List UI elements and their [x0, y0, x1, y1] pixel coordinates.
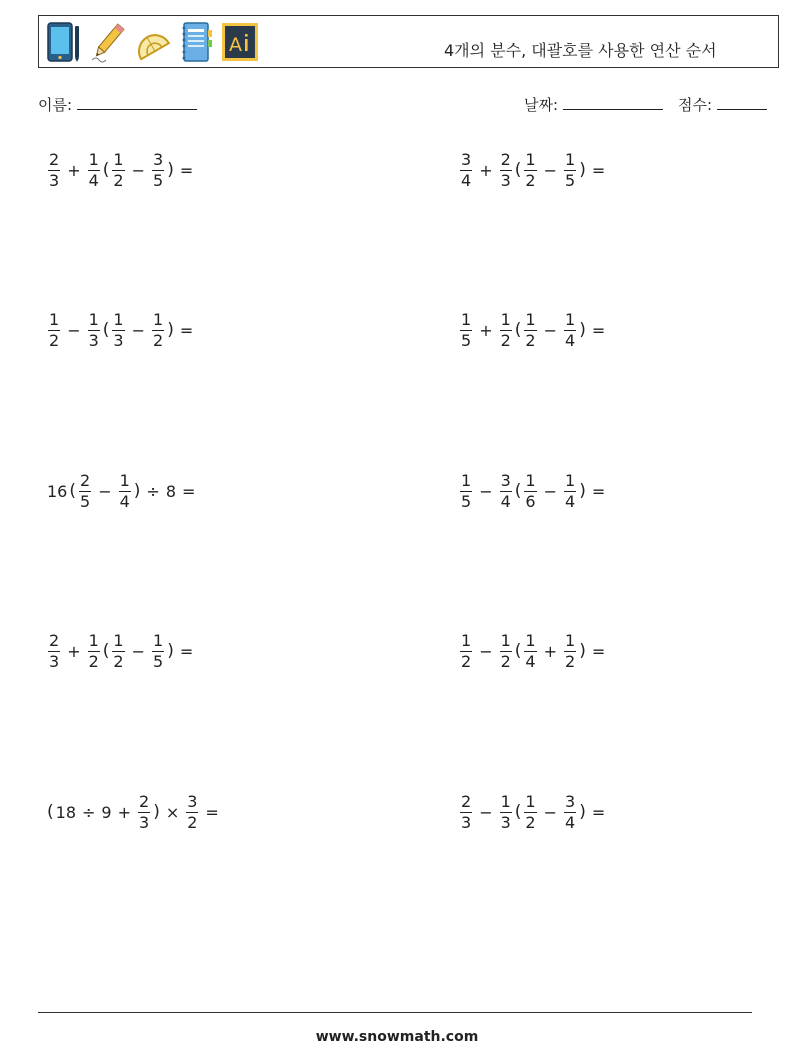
- denominator: 2: [49, 330, 60, 350]
- denominator: 2: [113, 170, 124, 190]
- operator: =: [591, 481, 606, 501]
- operator: −: [543, 481, 558, 501]
- numerator: 1: [461, 470, 472, 490]
- operator: −: [543, 160, 558, 180]
- numerator: 2: [49, 149, 60, 169]
- operator: =: [205, 802, 219, 822]
- numerator: 1: [113, 149, 124, 169]
- denominator: 4: [461, 170, 472, 190]
- score-field: [678, 94, 767, 115]
- denominator: 3: [113, 330, 124, 350]
- denominator: 5: [153, 651, 164, 671]
- denominator: 2: [187, 812, 198, 832]
- numerator: 3: [461, 149, 472, 169]
- numerator: 1: [565, 630, 576, 650]
- denominator: 2: [153, 330, 164, 350]
- denominator: 4: [525, 651, 536, 671]
- svg-text:A: A: [229, 34, 242, 56]
- parenthesis: (: [514, 320, 522, 340]
- math-problem: [46, 466, 200, 516]
- operator: −: [98, 481, 112, 501]
- numerator: 1: [88, 630, 99, 650]
- denominator: 4: [565, 330, 576, 350]
- fraction: [88, 630, 100, 671]
- denominator: 4: [565, 812, 576, 832]
- operator: +: [479, 160, 493, 180]
- math-problem: [46, 626, 198, 676]
- numerator: 2: [80, 470, 91, 490]
- fraction: [500, 470, 512, 511]
- fraction: [524, 309, 536, 350]
- denominator: 4: [565, 491, 576, 511]
- fraction: [460, 791, 472, 832]
- header-icons: [45, 20, 259, 64]
- denominator: 3: [461, 812, 472, 832]
- operator: =: [591, 802, 606, 822]
- math-problem: [46, 305, 198, 355]
- operator: +: [479, 320, 493, 340]
- denominator: 3: [139, 812, 150, 832]
- numerator: 1: [525, 309, 536, 329]
- numerator: 3: [153, 149, 164, 169]
- name-blank[interactable]: [77, 96, 197, 110]
- fraction: [460, 630, 472, 671]
- fraction: [112, 630, 124, 671]
- denominator: 5: [461, 491, 472, 511]
- numerator: 1: [461, 309, 472, 329]
- denominator: 4: [88, 170, 99, 190]
- denominator: 5: [80, 491, 91, 511]
- fraction: [88, 309, 100, 350]
- numerator: 1: [565, 470, 576, 490]
- operator: −: [131, 160, 146, 180]
- fraction: [460, 309, 472, 350]
- denominator: 3: [500, 170, 511, 190]
- fraction: [112, 149, 124, 190]
- operator: −: [479, 481, 493, 501]
- denominator: 6: [525, 491, 536, 511]
- number: 8: [165, 481, 177, 501]
- footer-divider: [38, 1012, 752, 1013]
- parenthesis: (: [47, 802, 54, 822]
- denominator: 2: [88, 651, 99, 671]
- fraction: [500, 630, 512, 671]
- number: 16: [47, 481, 68, 501]
- tablet-icon: [45, 20, 83, 64]
- operator: +: [67, 641, 81, 661]
- fraction: [564, 791, 576, 832]
- fraction: [48, 309, 60, 350]
- operator: ÷: [82, 802, 96, 822]
- denominator: 5: [153, 170, 164, 190]
- numerator: 1: [153, 630, 164, 650]
- worksheet-header: [38, 15, 779, 68]
- math-problem: [46, 145, 198, 195]
- operator: +: [117, 802, 131, 822]
- score-label: 점수:: [678, 96, 713, 114]
- operator: =: [179, 320, 194, 340]
- denominator: 3: [49, 170, 60, 190]
- operator: −: [131, 641, 146, 661]
- operator: −: [479, 641, 493, 661]
- operator: =: [182, 481, 196, 501]
- operator: −: [479, 802, 493, 822]
- pencil-icon: [89, 20, 127, 64]
- parenthesis: ): [167, 641, 174, 661]
- denominator: 3: [49, 651, 60, 671]
- fraction: [564, 630, 576, 671]
- notebook-icon: [177, 20, 215, 64]
- fraction: [564, 470, 576, 511]
- parenthesis: (: [514, 481, 522, 501]
- parenthesis: (: [102, 160, 110, 180]
- fraction: [152, 630, 164, 671]
- footer-website: www.snowmath.com: [315, 1029, 479, 1045]
- fraction: [186, 791, 198, 832]
- number: 9: [101, 802, 112, 822]
- denominator: 5: [565, 170, 576, 190]
- fraction: [79, 470, 91, 511]
- fraction: [152, 149, 164, 190]
- parenthesis: ): [167, 160, 174, 180]
- numerator: 1: [119, 470, 130, 490]
- parenthesis: ): [579, 320, 586, 340]
- numerator: 1: [500, 630, 511, 650]
- fraction: [524, 470, 536, 511]
- date-label: 날짜:: [524, 96, 559, 114]
- fraction: [119, 470, 131, 511]
- denominator: 2: [565, 651, 576, 671]
- denominator: 2: [461, 651, 472, 671]
- denominator: 2: [500, 651, 511, 671]
- numerator: 2: [139, 791, 150, 811]
- operator: −: [543, 802, 558, 822]
- numerator: 1: [525, 630, 536, 650]
- math-problem: [458, 466, 610, 516]
- operator: =: [591, 320, 606, 340]
- operator: =: [179, 641, 194, 661]
- parenthesis: ): [579, 481, 586, 501]
- parenthesis: (: [514, 160, 522, 180]
- denominator: 2: [525, 812, 536, 832]
- parenthesis: ): [579, 802, 586, 822]
- fraction: [112, 309, 124, 350]
- protractor-icon: [133, 20, 171, 64]
- operator: ×: [165, 802, 180, 822]
- parenthesis: (: [102, 320, 110, 340]
- fraction: [48, 149, 60, 190]
- numerator: 1: [88, 309, 99, 329]
- date-blank[interactable]: [563, 96, 663, 110]
- numerator: 3: [565, 791, 576, 811]
- ai-icon: [221, 20, 259, 64]
- denominator: 4: [500, 491, 511, 511]
- number: 18: [55, 802, 76, 822]
- fraction: [500, 791, 512, 832]
- numerator: 1: [525, 791, 536, 811]
- fraction: [88, 149, 100, 190]
- parenthesis: (: [514, 641, 522, 661]
- parenthesis: ): [579, 160, 586, 180]
- operator: =: [179, 160, 194, 180]
- fraction: [500, 309, 512, 350]
- numerator: 2: [500, 149, 511, 169]
- parenthesis: ): [579, 641, 586, 661]
- score-blank[interactable]: [717, 96, 767, 110]
- numerator: 1: [88, 149, 99, 169]
- numerator: 1: [525, 470, 536, 490]
- name-label: 이름:: [38, 96, 73, 114]
- denominator: 2: [113, 651, 124, 671]
- operator: −: [67, 320, 81, 340]
- numerator: 1: [565, 309, 576, 329]
- operator: +: [67, 160, 81, 180]
- math-problem: [458, 305, 610, 355]
- date-field: [524, 94, 663, 115]
- parenthesis: ): [153, 802, 160, 822]
- numerator: 1: [500, 791, 511, 811]
- denominator: 5: [461, 330, 472, 350]
- fraction: [460, 149, 472, 190]
- numerator: 1: [525, 149, 536, 169]
- numerator: 3: [500, 470, 511, 490]
- parenthesis: (: [102, 641, 110, 661]
- fraction: [138, 791, 150, 832]
- fraction: [564, 309, 576, 350]
- denominator: 4: [119, 491, 130, 511]
- parenthesis: (: [69, 481, 76, 501]
- operator: ÷: [146, 481, 160, 501]
- numerator: 2: [461, 791, 472, 811]
- numerator: 1: [153, 309, 164, 329]
- math-problem: [458, 145, 610, 195]
- operator: =: [591, 160, 606, 180]
- fraction: [460, 470, 472, 511]
- fraction: [524, 630, 536, 671]
- worksheet-title: 4개의 분수, 대괄호를 사용한 연산 순서: [444, 41, 717, 60]
- numerator: 3: [187, 791, 198, 811]
- math-problem: [458, 787, 610, 837]
- fraction: [524, 791, 536, 832]
- denominator: 3: [88, 330, 99, 350]
- fraction: [564, 149, 576, 190]
- operator: +: [543, 641, 558, 661]
- denominator: 3: [500, 812, 511, 832]
- numerator: 1: [49, 309, 60, 329]
- numerator: 1: [113, 309, 124, 329]
- numerator: 1: [565, 149, 576, 169]
- denominator: 2: [525, 330, 536, 350]
- math-problem: [46, 787, 224, 837]
- denominator: 2: [525, 170, 536, 190]
- numerator: 1: [500, 309, 511, 329]
- math-problem: [458, 626, 610, 676]
- numerator: 1: [113, 630, 124, 650]
- denominator: 2: [500, 330, 511, 350]
- operator: −: [131, 320, 146, 340]
- fraction: [524, 149, 536, 190]
- fraction: [48, 630, 60, 671]
- parenthesis: ): [133, 481, 141, 501]
- parenthesis: (: [514, 802, 522, 822]
- fraction: [500, 149, 512, 190]
- numerator: 1: [461, 630, 472, 650]
- operator: −: [543, 320, 558, 340]
- operator: =: [591, 641, 606, 661]
- fraction: [152, 309, 164, 350]
- numerator: 2: [49, 630, 60, 650]
- parenthesis: ): [167, 320, 174, 340]
- name-field: [38, 94, 197, 115]
